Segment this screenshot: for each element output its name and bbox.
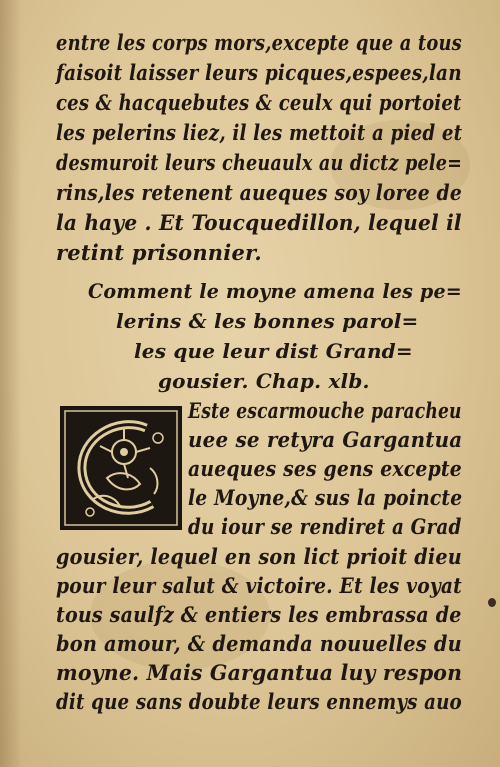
text-line: gousier, lequel en son lict prioit dieu xyxy=(56,544,462,569)
chapter-heading-line: gousier. Chap. xlb. xyxy=(158,369,370,393)
text-line: pour leur salut & victoire. Et les voyat xyxy=(56,573,463,598)
text-line: Este escarmouche paracheu xyxy=(188,398,462,423)
text-line: ces & hacquebutes & ceulx qui portoiet xyxy=(56,90,462,115)
text-line: retint prisonnier. xyxy=(56,240,262,265)
chapter-heading-line: lerins & les bonnes parol= xyxy=(116,309,419,333)
chapter-heading-line: les que leur dist Grand= xyxy=(134,339,413,363)
text-line: entre les corps mors,excepte que a tous xyxy=(56,30,462,55)
chapter-heading-line: Comment le moyne amena les pe= xyxy=(88,279,462,303)
text-line: le Moyne,& sus la poincte xyxy=(188,485,463,510)
text-line: moyne. Mais Gargantua luy respon xyxy=(56,660,463,685)
decorated-initial xyxy=(60,406,182,530)
text-line: faisoit laisser leurs picques,espees,lan xyxy=(56,60,462,85)
text-line: dit que sans doubte leurs ennemys auo xyxy=(56,689,462,714)
text-line: la haye . Et Toucquedillon, lequel il xyxy=(56,210,462,235)
ink-blot xyxy=(488,598,496,607)
text-line: desmuroit leurs cheuaulx au dictz pele= xyxy=(56,150,463,175)
text-line: rins,les retenent aueques soy loree de xyxy=(56,180,462,205)
text-line: tous saulfz & entiers les embrassa de xyxy=(56,602,462,627)
text-line: les pelerins liez, il les mettoit a pied et xyxy=(56,120,463,145)
text-line: bon amour, & demanda nouuelles du xyxy=(56,631,462,656)
text-line: aueques ses gens excepte xyxy=(188,456,462,481)
text-line: du iour se rendiret a Grad xyxy=(188,514,462,539)
floral-ornament-icon xyxy=(62,408,180,528)
page-edge-shadow xyxy=(0,0,22,767)
text-line: uee se retyra Gargantua xyxy=(188,427,463,452)
